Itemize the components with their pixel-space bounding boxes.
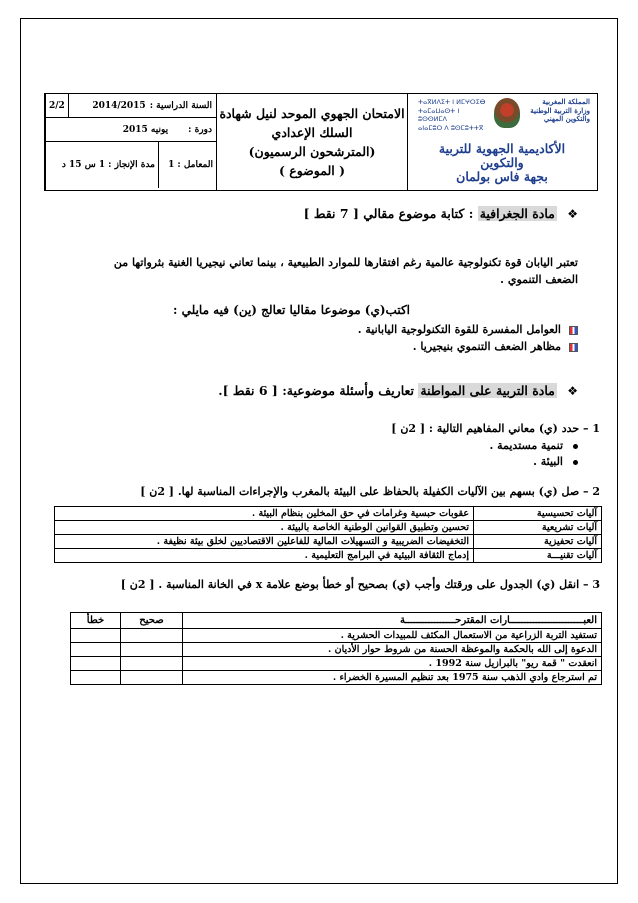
table-row <box>71 671 602 685</box>
exam-title-line-4: ( الموضوع ) <box>278 163 346 178</box>
ministry-tifinagh <box>418 98 490 132</box>
table-row <box>71 657 602 671</box>
session-value: يونيه 2015 <box>122 124 169 135</box>
tifinagh-line-3: ⴰⵏⴰⵎⵓⵔ ⴷ ⵓⵙⵎⵓⵜⵜⴳ <box>418 123 484 132</box>
page-number: 2/2 <box>46 94 69 117</box>
tifinagh-line-1: ⵜⴰⴳⵍⴷⵉⵜ ⵏ ⵍⵎⵖⵔⵉⴱ <box>418 98 486 106</box>
coef-value: 1 <box>168 160 175 170</box>
ministry-arabic <box>516 98 590 124</box>
mechanisms-table <box>54 506 602 563</box>
year-label: السنة الدراسية : <box>149 100 212 111</box>
academy-line-3: بجهة فاس بولمان <box>456 169 548 184</box>
statement-cell: تستفيد التربة الزراعية من الاستعمال المكثف للمبيدات الحشرية . <box>183 629 602 643</box>
exam-header <box>44 93 598 191</box>
coef-duration-row <box>46 142 216 188</box>
civ-q1-item-2-text: البيئة . <box>533 455 563 468</box>
civ-question-2: 2 – صل (ي) بسهم بين الآليات الكفيلة بالحفاظ على البيئة بالمغرب والإجراءات المناسبة لها. [ 2ن ] <box>140 485 600 498</box>
table-row <box>71 629 602 643</box>
civ-q1-item-1 <box>489 439 578 452</box>
year-row <box>46 94 216 118</box>
table-header-row <box>71 613 602 629</box>
civ-q1-item-1-text: تنمية مستديمة . <box>489 439 563 452</box>
table-row <box>55 535 602 549</box>
true-false-table <box>70 612 602 685</box>
exam-title-line-1: الامتحان الجهوي الموحد لنيل شهادة <box>219 106 405 121</box>
geo-prompt-line-1: تعتبر اليابان قوة تكنولوجية عالمية رغم افتقارها للموارد الطبيعية ، بينما تعاني نيجيريا الغنية بثرواتها من <box>113 256 578 269</box>
duration-label: مدة الإنجاز : <box>108 160 155 170</box>
geo-item-2-text: مظاهر الضعف التنموي بنيجيريا . <box>412 340 561 353</box>
measure-cell: تحسين وتطبيق القوانين الوطنية الخاصة بالبيئة . <box>55 521 474 535</box>
academy-box <box>407 94 597 190</box>
measure-cell: عقوبات حبسية وغرامات في حق المخلين بنظام البيئة . <box>55 507 474 521</box>
exam-title-line-2: السلك الإعدادي <box>271 125 353 140</box>
session-row <box>46 118 216 142</box>
civ-section-title <box>218 383 578 398</box>
academy-line-1: الأكاديمية الجهوية للتربية <box>438 141 566 156</box>
table-row <box>71 643 602 657</box>
ministry-logo <box>416 98 592 138</box>
year-value: 2014/2015 <box>92 100 146 111</box>
dot-bullet-icon <box>573 460 578 465</box>
table-row <box>55 507 602 521</box>
mechanism-cell: آليات تحسيسية <box>474 507 602 521</box>
mechanism-cell: آليات تحفيزية <box>474 535 602 549</box>
flag-bullet-icon <box>569 343 578 352</box>
geo-title-rest: : كتابة موضوع مقالي [ 7 نقط ] <box>303 206 474 221</box>
true-cell <box>121 629 183 643</box>
civ-question-1: 1 – حدد (ي) معاني المفاهيم التالية : [ 2ن ] <box>391 422 600 435</box>
mechanism-cell: آليات تشريعية <box>474 521 602 535</box>
false-cell <box>71 657 121 671</box>
true-cell <box>121 657 183 671</box>
geo-item-1 <box>358 323 578 336</box>
exam-title <box>216 94 407 190</box>
geo-item-1-text: العوامل المفسرة للقوة التكنولوجية اليابانية . <box>357 323 561 336</box>
geo-instruction: اكتب(ي) موضوعا مقاليا تعالج (ين) فيه مايلي : <box>173 303 410 317</box>
civ-subject: مادة التربية على المواطنة <box>420 383 555 398</box>
mechanism-cell: آليات تقنيـــة <box>474 549 602 563</box>
false-cell <box>71 629 121 643</box>
geo-section-title <box>304 206 578 221</box>
true-header: صحيح <box>121 613 183 629</box>
diamond-bullet-icon: ❖ <box>567 207 578 221</box>
true-cell <box>121 643 183 657</box>
statement-cell: الدعوة إلى الله بالحكمة والموعظة الحسنة من شروط حوار الأديان . <box>183 643 602 657</box>
table-row <box>55 521 602 535</box>
false-cell <box>71 643 121 657</box>
geo-item-2 <box>413 340 578 353</box>
ministry-line-3: والتكوين المهني <box>543 114 590 123</box>
dot-bullet-icon <box>573 444 578 449</box>
exam-title-line-3: (المترشحون الرسميون) <box>248 144 376 159</box>
exam-info-box <box>45 94 216 190</box>
measure-cell: إدماج الثقافة البيئية في البرامج التعليمية . <box>55 549 474 563</box>
false-cell <box>71 671 121 685</box>
flag-bullet-icon <box>569 326 578 335</box>
geo-prompt-line-2: الضعف التنموي . <box>500 273 578 286</box>
coef-label: المعامل : <box>177 160 213 170</box>
academy-name <box>413 142 591 184</box>
civ-question-3: 3 – انقل (ي) الجدول على ورقتك وأجب (ي) بصحيح أو خطأ بوضع علامة x في الخانة المناسبة . [ 2ن ] <box>120 578 600 591</box>
statements-header: العبـــــــــــــــــــــــــارات المقترحـــــــــــــــــة <box>183 613 602 629</box>
civ-title-rest: تعاريف وأسئلة موضوعية: [ 6 نقط ]. <box>218 383 415 398</box>
civ-q1-item-2 <box>533 455 578 468</box>
diamond-bullet-icon: ❖ <box>567 384 578 398</box>
ministry-line-1: المملكة المغربية <box>542 97 590 106</box>
academy-line-2: والتكوين <box>480 155 524 170</box>
statement-cell: تم استرجاع وادي الذهب سنة 1975 بعد تنظيم المسيرة الخضراء . <box>183 671 602 685</box>
tifinagh-line-2: ⵜⴰⵎⴰⵡⴰⵙⵜ ⵏ ⵓⵙⵙⵍⵎⴷ <box>418 106 460 123</box>
true-cell <box>121 671 183 685</box>
duration-value: 1 س 15 د <box>61 160 106 170</box>
session-label: دورة : <box>188 124 212 135</box>
measure-cell: التخفيضات الضريبية و التسهيلات المالية للفاعلين الاقتصاديين لخلق بيئة نظيفة . <box>55 535 474 549</box>
ministry-line-2: وزارة التربية الوطنية <box>530 105 590 115</box>
false-header: خطأ <box>71 613 121 629</box>
statement-cell: انعقدت " قمة ريو" بالبرازيل سنة 1992 . <box>183 657 602 671</box>
table-row <box>55 549 602 563</box>
geo-subject: مادة الجغرافية <box>479 206 555 221</box>
